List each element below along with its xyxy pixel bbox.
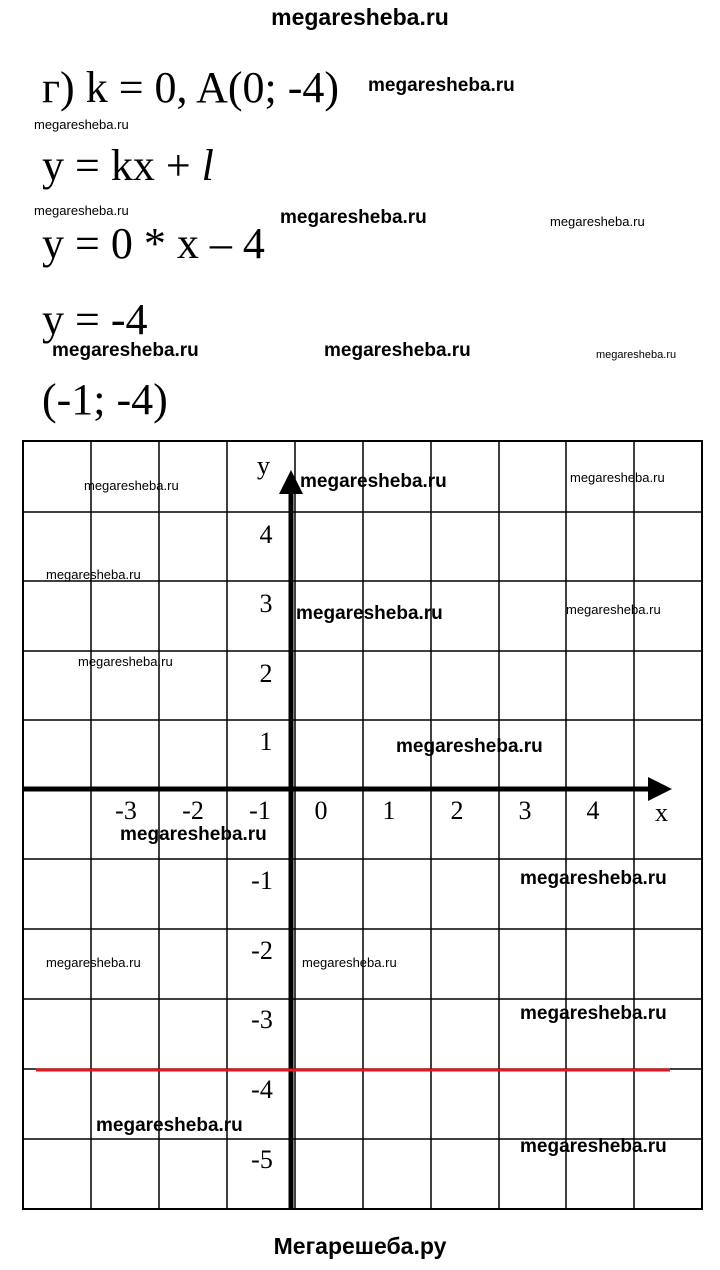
y-tick-label: 3 [259,589,273,618]
watermark: megaresheba.ru [84,478,179,493]
watermark: megaresheba.ru [120,824,267,845]
watermark: megaresheba.ru [302,955,397,970]
solution-line-2-main: y = kx + [42,141,202,190]
solution-line-2-variable: l [201,141,214,190]
solution-line-1: г) k = 0, A(0; -4) [42,63,340,112]
x-tick-label: 2 [450,796,464,825]
watermark: megaresheba.ru [324,340,471,361]
x-tick-label: -1 [249,796,271,825]
solution-line-3: y = 0 * x – 4 [42,219,265,268]
watermark: megaresheba.ru [300,471,447,492]
watermark: megaresheba.ru [596,349,677,361]
solution-line-4: y = -4 [42,295,148,344]
watermark: megaresheba.ru [46,955,141,970]
watermark: megaresheba.ru [34,117,129,132]
x-tick-label: -2 [182,796,204,825]
watermark: megaresheba.ru [570,470,665,485]
y-tick-label: -1 [251,866,273,895]
x-tick-label: 0 [314,796,328,825]
y-tick-label: 4 [259,520,273,549]
watermark: megaresheba.ru [368,75,515,96]
solution-line-5: (-1; -4) [42,375,168,424]
y-tick-label: -4 [251,1075,273,1104]
watermark: megaresheba.ru [52,340,199,361]
watermark: megaresheba.ru [520,1003,667,1024]
y-tick-label: 1 [259,727,273,756]
watermark: megaresheba.ru [296,603,443,624]
y-axis-label: y [257,451,270,480]
x-tick-label: 1 [382,796,396,825]
watermark: megaresheba.ru [550,214,645,229]
x-axis-label: x [655,798,668,827]
site-header: megaresheba.ru [271,4,449,30]
site-footer: Мегарешеба.ру [273,1233,447,1259]
watermark: megaresheba.ru [520,868,667,889]
y-tick-label: -3 [251,1005,273,1034]
x-tick-label: -3 [115,796,137,825]
watermark: megaresheba.ru [280,207,427,228]
y-tick-label: -2 [251,936,273,965]
watermark: megaresheba.ru [78,654,173,669]
y-tick-label: 2 [259,659,273,688]
watermark: megaresheba.ru [396,736,543,757]
watermark: megaresheba.ru [520,1136,667,1157]
watermark: megaresheba.ru [96,1115,243,1136]
watermark: megaresheba.ru [34,203,129,218]
watermark: megaresheba.ru [566,602,661,617]
watermark: megaresheba.ru [46,567,141,582]
x-tick-label: 3 [518,796,532,825]
x-tick-label: 4 [586,796,600,825]
y-tick-label: -5 [251,1145,273,1174]
